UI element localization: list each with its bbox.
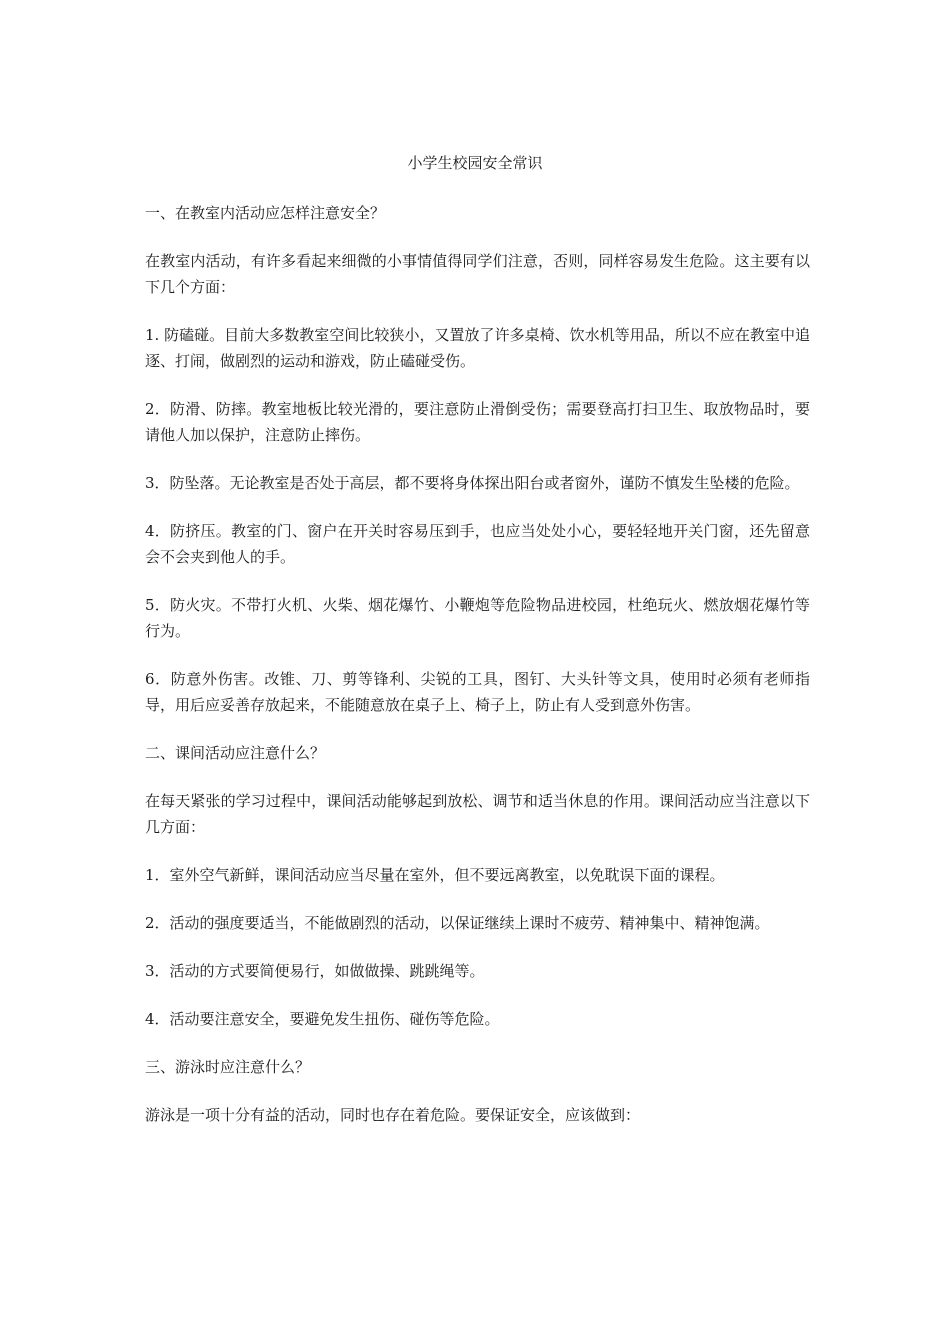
section-heading-3: 三、游泳时应注意什么？ bbox=[145, 1058, 311, 1076]
list-item-10: 4．活动要注意安全，要避免发生扭伤、碰伤等危险。 bbox=[145, 1010, 500, 1028]
list-item-9: 3．活动的方式要简便易行，如做做操、跳跳绳等。 bbox=[145, 962, 485, 980]
list-item-6: 6．防意外伤害。改锥、刀、剪等锋利、尖锐的工具，图钉、大头针等文具，使用时必须有老师指导，用后应妥善存放起来，不能随意放在桌子上、椅子上，防止有人受到意外伤害。 bbox=[145, 670, 810, 714]
document-title: 小学生校园安全常识 bbox=[407, 154, 543, 172]
section-heading-1: 一、在教室内活动应怎样注意安全？ bbox=[145, 204, 386, 222]
document-body bbox=[145, 200, 810, 1150]
list-item-3: 3．防坠落。无论教室是否处于高层，都不要将身体探出阳台或者窗外，谨防不慎发生坠楼的危险。 bbox=[145, 474, 800, 492]
paragraph-intro-3: 游泳是一项十分有益的活动，同时也存在着危险。要保证安全，应该做到： bbox=[145, 1106, 641, 1124]
paragraph-intro-1: 在教室内活动，有许多看起来细微的小事情值得同学们注意，否则，同样容易发生危险。这主要有以下几个方面： bbox=[145, 252, 810, 296]
paragraph-intro-2: 在每天紧张的学习过程中，课间活动能够起到放松、调节和适当休息的作用。课间活动应当注意以下几方面： bbox=[145, 792, 810, 836]
list-item-8: 2．活动的强度要适当，不能做剧烈的活动，以保证继续上课时不疲劳、精神集中、精神饱满。 bbox=[145, 914, 770, 932]
list-item-1: 1. 防磕碰。目前大多数教室空间比较狭小，又置放了许多桌椅、饮水机等用品，所以不应在教室中追逐、打闹，做剧烈的运动和游戏，防止磕碰受伤。 bbox=[145, 326, 810, 370]
list-item-5: 5．防火灾。不带打火机、火柴、烟花爆竹、小鞭炮等危险物品进校园，杜绝玩火、燃放烟花爆竹等行为。 bbox=[145, 596, 810, 640]
list-item-7: 1．室外空气新鲜，课间活动应当尽量在室外，但不要远离教室，以免耽误下面的课程。 bbox=[145, 866, 725, 884]
section-heading-2: 二、课间活动应注意什么？ bbox=[145, 744, 326, 762]
list-item-2: 2．防滑、防摔。教室地板比较光滑的，要注意防止滑倒受伤；需要登高打扫卫生、取放物品时，要请他人加以保护，注意防止摔伤。 bbox=[145, 400, 810, 444]
list-item-4: 4．防挤压。教室的门、窗户在开关时容易压到手，也应当处处小心，要轻轻地开关门窗，还先留意会不会夹到他人的手。 bbox=[145, 522, 810, 566]
